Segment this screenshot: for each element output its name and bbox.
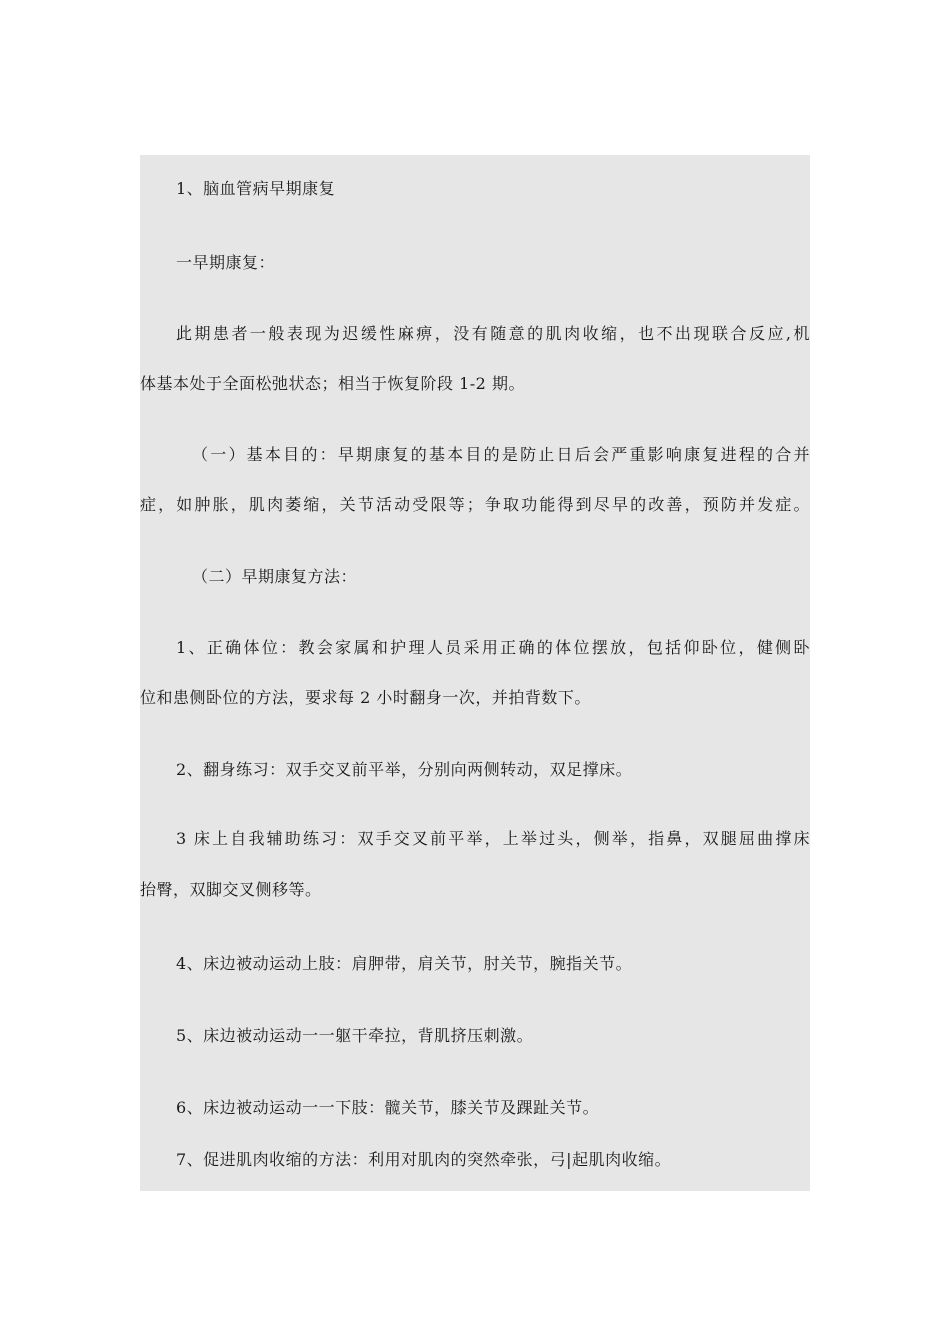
goal-line-2: 症，如肿胀，肌肉萎缩，关节活动受限等；争取功能得到尽早的改善，预防并发症。	[140, 495, 810, 514]
item-6: 6、床边被动运动一一下肢：髋关节，膝关节及踝趾关节。	[176, 1098, 600, 1117]
intro-line-2: 体基本处于全面松弛状态；相当于恢复阶段 1-2 期。	[140, 374, 525, 393]
item-3-line-1: 3 床上自我辅助练习：双手交叉前平举，上举过头，侧举，指鼻，双腿屈曲撑床	[176, 829, 810, 848]
item-7: 7、促进肌肉收缩的方法：利用对肌肉的突然牵张，弓|起肌肉收缩。	[176, 1150, 672, 1169]
item-1-line-2: 位和患侧卧位的方法，要求每 2 小时翻身一次，并拍背数下。	[140, 688, 591, 707]
section-heading: 一早期康复：	[176, 253, 276, 272]
item-5: 5、床边被动运动一一躯干牵拉，背肌挤压刺激。	[176, 1026, 534, 1045]
goal-line-1: （一）基本目的：早期康复的基本目的是防止日后会严重影响康复进程的合并	[192, 445, 810, 464]
item-4: 4、床边被动运动上肢：肩胛带，肩关节，肘关节，腕指关节。	[176, 954, 633, 973]
item-3-line-2: 抬臀，双脚交叉侧移等。	[140, 880, 322, 899]
item-2: 2、翻身练习：双手交叉前平举，分别向两侧转动，双足撑床。	[176, 760, 633, 779]
methods-heading: （二）早期康复方法：	[192, 567, 358, 586]
document-title: 1、脑血管病早期康复	[176, 179, 336, 198]
intro-line-1: 此期患者一般表现为迟缓性麻痹，没有随意的肌肉收缩，也不出现联合反应,机	[176, 324, 810, 343]
item-1-line-1: 1、正确体位：教会家属和护理人员采用正确的体位摆放，包括仰卧位，健侧卧	[176, 638, 810, 657]
